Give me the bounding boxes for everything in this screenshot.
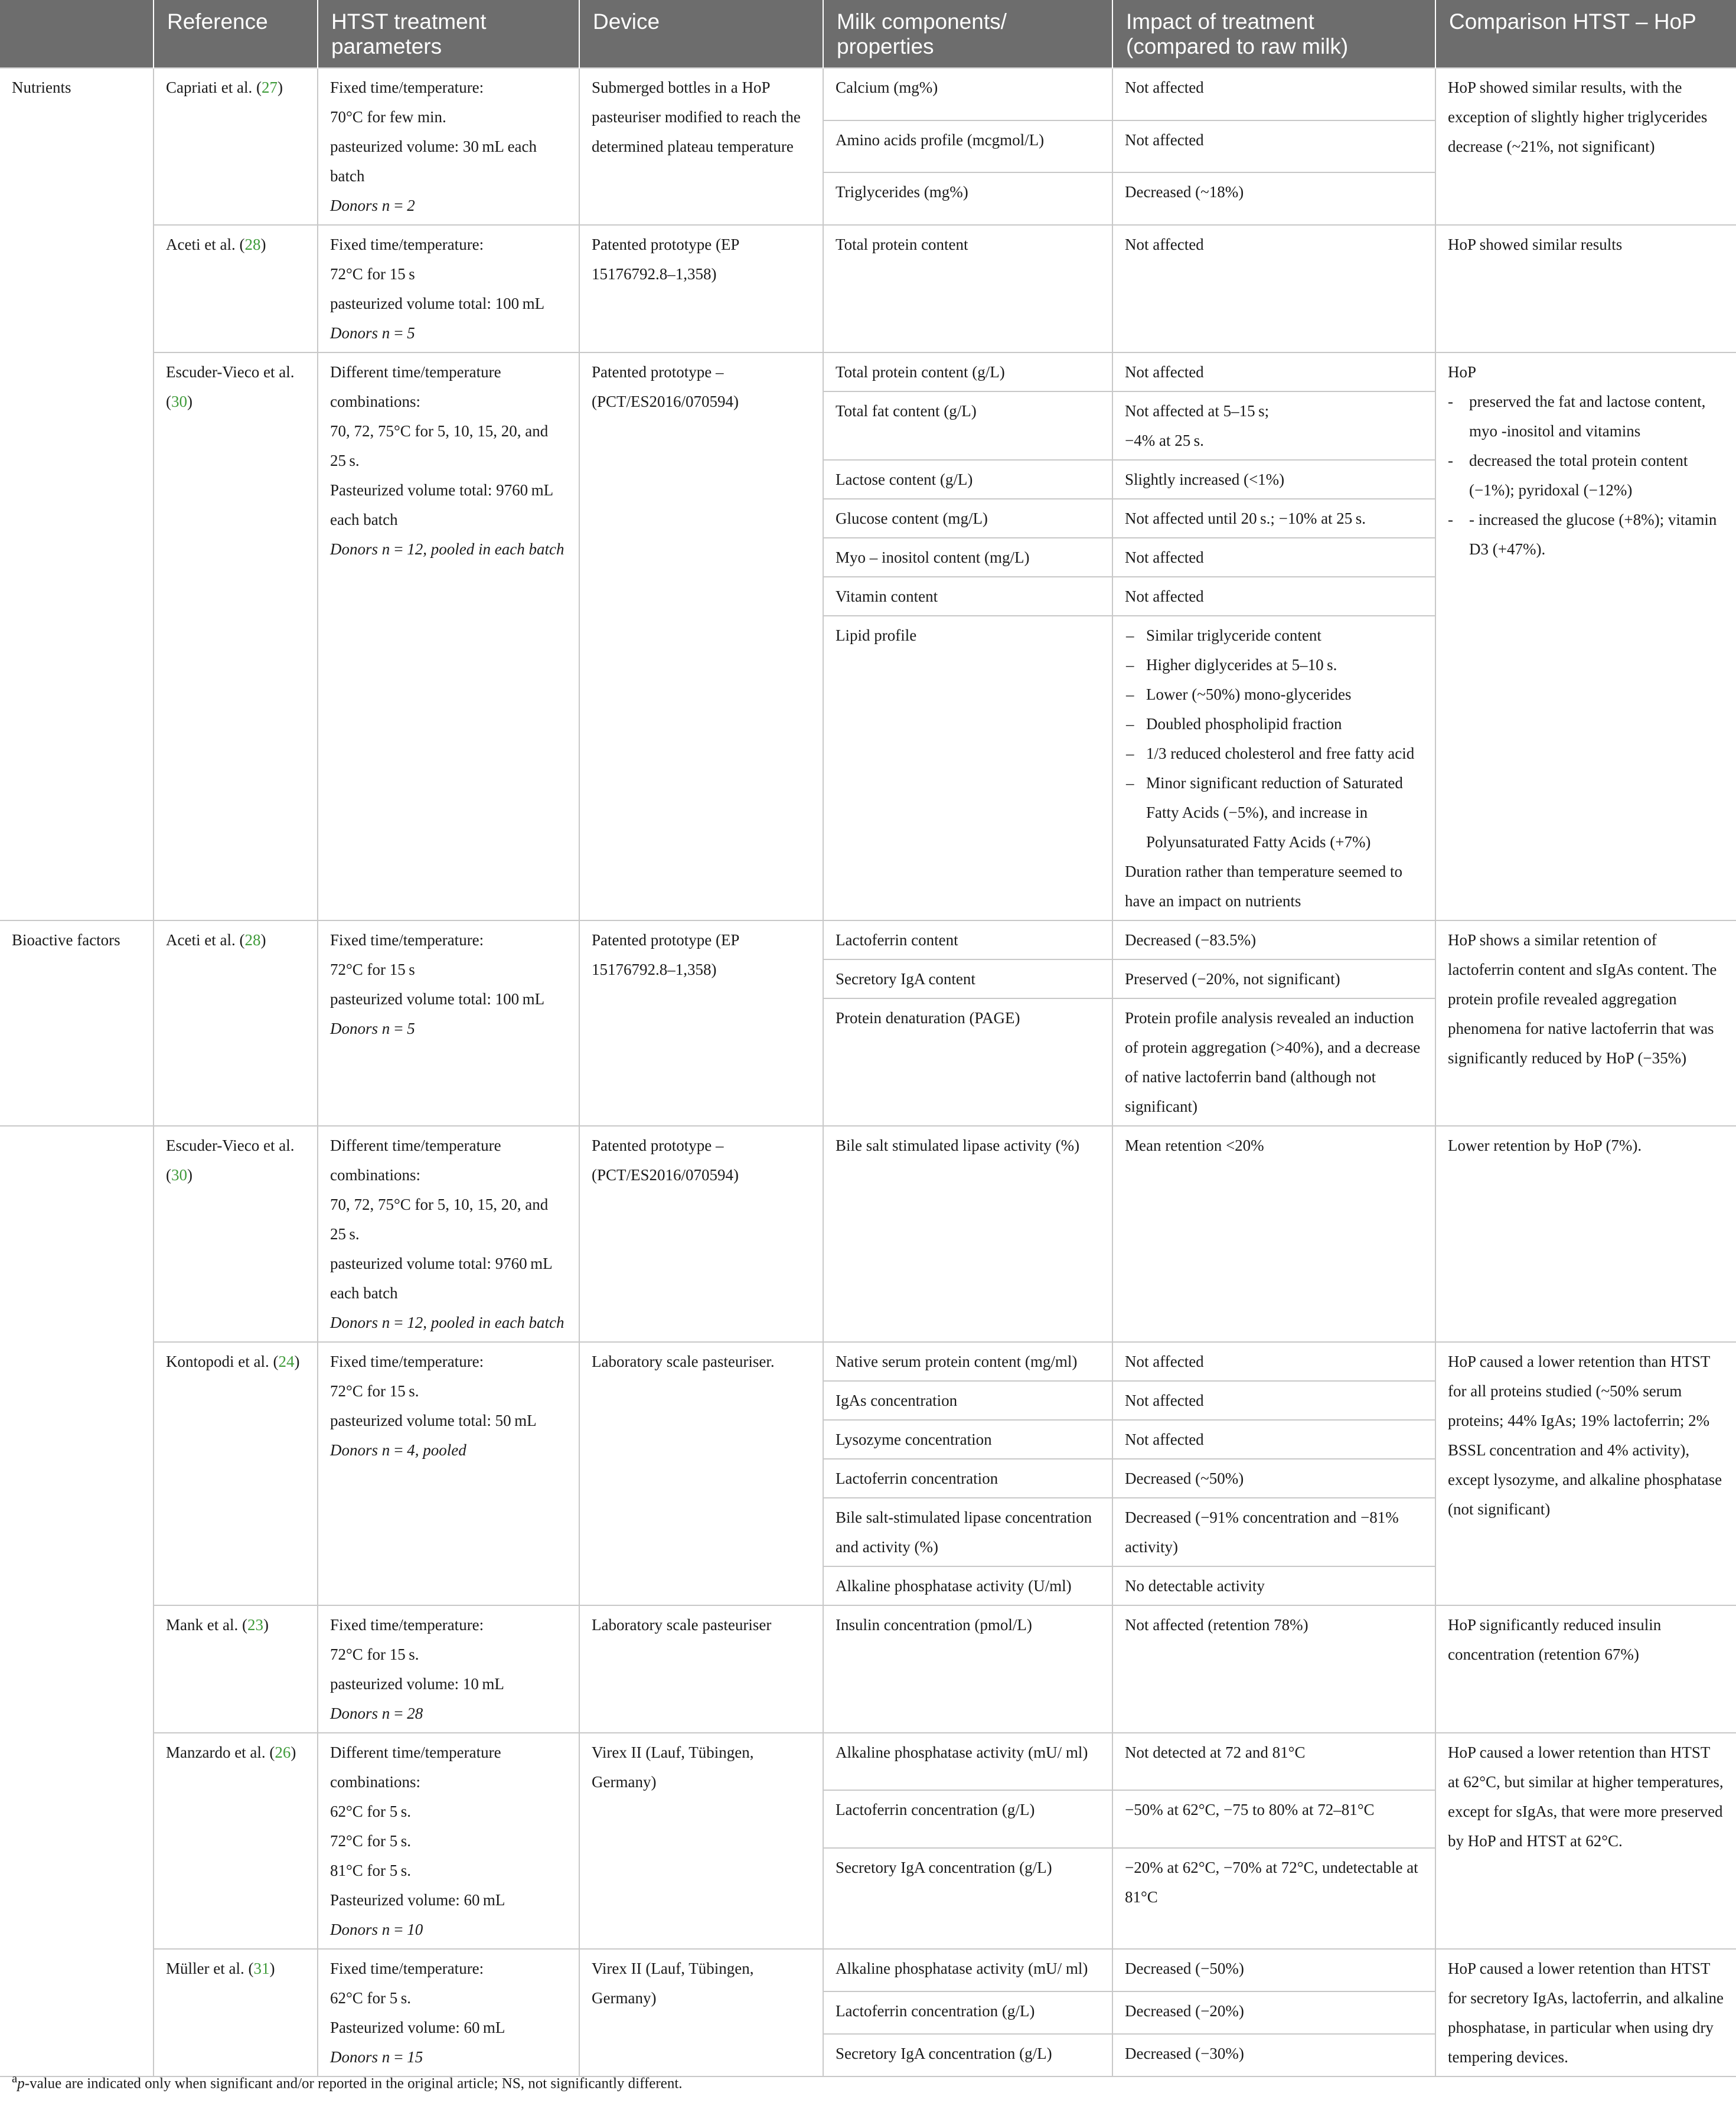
parameter-line: Fixed time/temperature: [330, 931, 484, 949]
component-cell: Secretory IgA concentration (g/L) [823, 2034, 1112, 2076]
parameter-line: Donors n = 5 [330, 324, 415, 342]
component-cell: Bile salt stimulated lipase activity (%) [823, 1126, 1112, 1342]
parameters-cell [318, 1733, 579, 1949]
component-cell: Secretory IgA concentration (g/L) [823, 1848, 1112, 1949]
impact-line: Protein profile analysis revealed an induction of protein aggregation (>40%), and a decrease of native lactoferrin band (although not significant) [1125, 1009, 1421, 1115]
comparison-cell [1435, 920, 1736, 1126]
impact-line: Not affected [1125, 587, 1204, 605]
device-cell: Patented prototype (EP 15176792.8–1,358) [579, 225, 823, 352]
component-cell: Bile salt-stimulated lipase concentration and activity (%) [823, 1498, 1112, 1566]
impact-cell [1112, 920, 1435, 959]
impact-line: Not affected [1125, 130, 1204, 149]
comparison-cell [1435, 1126, 1736, 1342]
impact-list-item: – Minor significant reduction of Saturated Fatty Acids (−5%), and increase in Polyunsaturated Fatty Acids (+7%) [1125, 768, 1423, 857]
impact-line: No detectable activity [1125, 1577, 1265, 1595]
impact-line: Not affected [1125, 548, 1204, 566]
impact-cell [1112, 499, 1435, 538]
component-cell: Alkaline phosphatase activity (mU/ ml) [823, 1949, 1112, 1991]
reference-link[interactable]: 30 [171, 1166, 187, 1184]
parameter-line: Donors n = 2 [330, 197, 415, 214]
table-row [0, 1342, 1736, 1381]
impact-cell [1112, 1790, 1435, 1847]
impact-cell [1112, 1949, 1435, 1991]
parameter-line: 72°C for 15 s. [330, 1645, 419, 1663]
component-cell: Lysozyme concentration [823, 1420, 1112, 1459]
reference-link[interactable]: 24 [278, 1353, 295, 1370]
parameter-line: pasteurized volume total: 100 mL [330, 990, 545, 1008]
impact-cell [1112, 1605, 1435, 1733]
comparison-list-item: - decreased the total protein content (−1%); pyridoxal (−12%) [1448, 446, 1724, 505]
parameter-line: Fixed time/temperature: [330, 79, 484, 96]
table-row [0, 1949, 1736, 1991]
impact-cell [1112, 1342, 1435, 1381]
reference-cell [154, 352, 318, 920]
table-row [0, 1605, 1736, 1733]
impact-line: Not affected at 5–15 s; [1125, 402, 1270, 420]
component-cell: Native serum protein content (mg/ml) [823, 1342, 1112, 1381]
comparison-text: HoP showed similar results [1448, 236, 1623, 253]
parameter-line: pasteurized volume total: 9760 mL each batch [330, 1255, 552, 1302]
comparison-cell [1435, 352, 1736, 920]
impact-cell [1112, 225, 1435, 352]
impact-cell [1112, 1126, 1435, 1342]
reference-author: Aceti et al. ( [166, 236, 245, 253]
component-cell: Calcium (mg%) [823, 68, 1112, 120]
parameter-line: 62°C for 5 s. [330, 1803, 411, 1820]
parameter-line: Fixed time/temperature: [330, 236, 484, 253]
header-comparison: Comparison HTST – HoP [1435, 0, 1736, 68]
comparison-cell [1435, 1733, 1736, 1949]
parameters-cell [318, 1605, 579, 1733]
impact-cell [1112, 1848, 1435, 1949]
comparison-cell [1435, 68, 1736, 225]
reference-author: Kontopodi et al. ( [166, 1353, 279, 1370]
reference-close: ) [294, 1353, 300, 1370]
parameter-line: Donors n = 4, pooled [330, 1441, 466, 1459]
parameters-cell [318, 920, 579, 1126]
impact-cell [1112, 998, 1435, 1126]
comparison-cell [1435, 1949, 1736, 2076]
parameter-line: Different time/temperature combinations: [330, 1137, 501, 1184]
parameter-line: Donors n = 12, pooled in each batch [330, 1314, 564, 1331]
component-cell: Secretory IgA content [823, 959, 1112, 998]
device-cell: Patented prototype (EP 15176792.8–1,358) [579, 920, 823, 1126]
component-cell: Lactose content (g/L) [823, 460, 1112, 499]
reference-link[interactable]: 30 [171, 393, 187, 410]
impact-list-item: – 1/3 reduced cholesterol and free fatty acid [1125, 739, 1423, 768]
category-cell: Nutrients [0, 68, 154, 920]
device-cell: Laboratory scale pasteuriser. [579, 1342, 823, 1605]
table-row [0, 68, 1736, 120]
impact-cell [1112, 616, 1435, 920]
component-cell: Myo – inositol content (mg/L) [823, 538, 1112, 577]
reference-link[interactable]: 28 [244, 236, 261, 253]
parameter-line: pasteurized volume total: 100 mL [330, 295, 545, 312]
device-cell: Virex II (Lauf, Tübingen, Germany) [579, 1733, 823, 1949]
component-cell: Vitamin content [823, 577, 1112, 616]
component-cell: IgAs concentration [823, 1381, 1112, 1420]
parameter-line: Different time/temperature combinations: [330, 363, 501, 410]
impact-cell [1112, 1991, 1435, 2034]
reference-cell [154, 1605, 318, 1733]
table-body [0, 68, 1736, 2076]
comparison-cell [1435, 1342, 1736, 1605]
impact-line: Not affected (retention 78%) [1125, 1616, 1308, 1634]
header-reference: Reference [154, 0, 318, 68]
component-cell: Lactoferrin content [823, 920, 1112, 959]
parameter-line: 62°C for 5 s. [330, 1989, 411, 2007]
component-cell: Alkaline phosphatase activity (U/ml) [823, 1566, 1112, 1605]
table-header-row [0, 0, 1736, 68]
component-cell: Alkaline phosphatase activity (mU/ ml) [823, 1733, 1112, 1790]
impact-line: Not affected [1125, 236, 1204, 253]
category-cell [0, 1126, 154, 2076]
impact-cell [1112, 391, 1435, 460]
comparison-list [1448, 387, 1724, 564]
impact-line: −4% at 25 s. [1125, 432, 1204, 449]
impact-line: Decreased (−30%) [1125, 2045, 1244, 2062]
device-cell: Patented prototype – (PCT/ES2016/070594) [579, 1126, 823, 1342]
reference-cell [154, 1342, 318, 1605]
component-cell: Total protein content [823, 225, 1112, 352]
component-cell: Insulin concentration (pmol/L) [823, 1605, 1112, 1733]
category-cell: Bioactive factors [0, 920, 154, 1126]
table-row [0, 352, 1736, 391]
header-htst-parameters: HTST treatment parameters [318, 0, 579, 68]
parameter-line: 72°C for 5 s. [330, 1832, 411, 1850]
parameter-line: 70, 72, 75°C for 5, 10, 15, 20, and 25 s. [330, 1196, 549, 1243]
device-cell: Patented prototype – (PCT/ES2016/070594) [579, 352, 823, 920]
comparison-cell [1435, 225, 1736, 352]
comparison-list-item: - preserved the fat and lactose content, myo -inositol and vitamins [1448, 387, 1724, 446]
comparison-text: HoP caused a lower retention than HTST for secretory IgAs, lactoferrin, and alkaline phosphatase, in particular when using dry tempering devices. [1448, 1960, 1724, 2066]
footnote-text: -value are indicated only when significant and/or reported in the original article; NS, not significantly different. [24, 2075, 683, 2092]
parameter-line: Fixed time/temperature: [330, 1616, 484, 1634]
comparison-text: HoP significantly reduced insulin concentration (retention 67%) [1448, 1616, 1662, 1663]
parameter-line: 70, 72, 75°C for 5, 10, 15, 20, and 25 s. [330, 422, 549, 469]
device-cell: Virex II (Lauf, Tübingen, Germany) [579, 1949, 823, 2076]
parameter-line: pasteurized volume: 30 mL each batch [330, 138, 537, 185]
reference-author: Mank et al. ( [166, 1616, 247, 1634]
reference-cell [154, 920, 318, 1126]
impact-list [1125, 621, 1423, 857]
impact-line: Decreased (−50%) [1125, 1960, 1244, 1977]
reference-close: ) [260, 236, 266, 253]
footnote-marker: a [12, 2071, 18, 2085]
impact-line: Not affected [1125, 1392, 1204, 1409]
impact-cell [1112, 120, 1435, 173]
impact-line: Decreased (−83.5%) [1125, 931, 1257, 949]
table-row [0, 225, 1736, 352]
impact-line: Slightly increased (<1%) [1125, 471, 1285, 488]
reference-author: Capriati et al. ( [166, 79, 262, 96]
parameter-line: Fixed time/temperature: [330, 1960, 484, 1977]
impact-cell [1112, 1566, 1435, 1605]
impact-note: Duration rather than temperature seemed to have an impact on nutrients [1125, 863, 1403, 910]
header-impact: Impact of treatment (compared to raw milk) [1112, 0, 1435, 68]
component-cell: Total fat content (g/L) [823, 391, 1112, 460]
parameters-cell [318, 1342, 579, 1605]
reference-author: Escuder-Vieco et al. ( [166, 1137, 295, 1184]
parameter-line: 72°C for 15 s. [330, 1382, 419, 1400]
impact-line: Decreased (~18%) [1125, 183, 1244, 201]
parameters-cell [318, 352, 579, 920]
impact-line: Not affected [1125, 363, 1204, 381]
reference-cell [154, 1733, 318, 1949]
device-cell: Submerged bottles in a HoP pasteuriser modified to reach the determined plateau temperature [579, 68, 823, 225]
reference-cell [154, 1126, 318, 1342]
reference-link[interactable]: 28 [244, 931, 261, 949]
reference-author: Manzardo et al. ( [166, 1743, 275, 1761]
reference-link[interactable]: 31 [253, 1960, 270, 1977]
component-cell: Lactoferrin concentration [823, 1459, 1112, 1498]
reference-link[interactable]: 23 [247, 1616, 263, 1634]
impact-cell [1112, 959, 1435, 998]
reference-author: Aceti et al. ( [166, 931, 245, 949]
reference-cell [154, 225, 318, 352]
parameter-line: 72°C for 15 s [330, 961, 415, 978]
component-cell: Glucose content (mg/L) [823, 499, 1112, 538]
impact-cell [1112, 1459, 1435, 1498]
parameter-line: Donors n = 5 [330, 1020, 415, 1037]
impact-list-item: – Higher diglycerides at 5–10 s. [1125, 650, 1423, 680]
comparison-text: HoP shows a similar retention of lactoferrin content and sIgAs content. The protein profile revealed aggregation phenomena for native lactoferrin that was significantly reduced by HoP (−35%) [1448, 931, 1717, 1067]
impact-cell [1112, 577, 1435, 616]
table-footnote [12, 2071, 683, 2092]
table-row [0, 1733, 1736, 1790]
impact-line: Decreased (−20%) [1125, 2002, 1244, 2020]
parameters-cell [318, 225, 579, 352]
component-cell: Triglycerides (mg%) [823, 172, 1112, 225]
reference-author: Müller et al. ( [166, 1960, 254, 1977]
header-device: Device [579, 0, 823, 68]
table-row [0, 920, 1736, 959]
impact-cell [1112, 68, 1435, 120]
parameters-cell [318, 68, 579, 225]
parameters-cell [318, 1949, 579, 2076]
parameter-line: Donors n = 15 [330, 2048, 423, 2066]
impact-line: Not affected [1125, 1431, 1204, 1448]
comparison-text: HoP [1448, 363, 1477, 381]
parameter-line: 72°C for 15 s [330, 265, 415, 283]
impact-cell [1112, 1733, 1435, 1790]
parameter-line: Donors n = 10 [330, 1921, 423, 1938]
parameter-line: Pasteurized volume total: 9760 mL each batch [330, 481, 553, 528]
parameter-line: pasteurized volume total: 50 mL [330, 1412, 537, 1429]
impact-cell [1112, 538, 1435, 577]
component-cell: Amino acids profile (mcgmol/L) [823, 120, 1112, 173]
device-cell: Laboratory scale pasteuriser [579, 1605, 823, 1733]
parameter-line: Different time/temperature combinations: [330, 1743, 501, 1791]
parameter-line: Pasteurized volume: 60 mL [330, 1891, 505, 1909]
reference-close: ) [260, 931, 266, 949]
impact-list-item: – Similar triglyceride content [1125, 621, 1423, 650]
impact-cell [1112, 352, 1435, 391]
component-cell: Protein denaturation (PAGE) [823, 998, 1112, 1126]
parameter-line: Donors n = 28 [330, 1705, 423, 1722]
component-cell: Total protein content (g/L) [823, 352, 1112, 391]
impact-line: −20% at 62°C, −70% at 72°C, undetectable at 81°C [1125, 1858, 1418, 1906]
comparison-cell [1435, 1605, 1736, 1733]
reference-link[interactable]: 26 [275, 1743, 291, 1761]
impact-line: Not detected at 72 and 81°C [1125, 1743, 1306, 1761]
component-cell: Lactoferrin concentration (g/L) [823, 1790, 1112, 1847]
impact-line: Decreased (~50%) [1125, 1470, 1244, 1487]
impact-list-item: – Doubled phospholipid fraction [1125, 709, 1423, 739]
impact-cell [1112, 460, 1435, 499]
comparison-text: HoP caused a lower retention than HTST for all proteins studied (~50% serum proteins; 44% IgAs; 19% lactoferrin; 2% BSSL concentration and 4% activity), except lysozyme, and alkaline phosphatase (not significant) [1448, 1353, 1722, 1518]
parameter-line: 70°C for few min. [330, 108, 446, 126]
footnote-italic: p [17, 2075, 25, 2092]
parameter-line: 81°C for 5 s. [330, 1862, 411, 1879]
impact-list-item: – Lower (~50%) mono-glycerides [1125, 680, 1423, 709]
component-cell: Lipid profile [823, 616, 1112, 920]
reference-close: ) [263, 1616, 269, 1634]
comparison-text: HoP caused a lower retention than HTST at 62°C, but similar at higher temperatures, except for sIgAs, that were more preserved by HoP and HTST at 62°C. [1448, 1743, 1724, 1850]
comparison-list-item: - - increased the glucose (+8%); vitamin D3 (+47%). [1448, 505, 1724, 564]
parameter-line: pasteurized volume: 10 mL [330, 1675, 504, 1693]
impact-cell [1112, 2034, 1435, 2076]
impact-cell [1112, 1420, 1435, 1459]
header-category [0, 0, 154, 68]
parameters-cell [318, 1126, 579, 1342]
reference-close: ) [277, 79, 283, 96]
impact-line: Not affected until 20 s.; −10% at 25 s. [1125, 510, 1366, 527]
parameter-line: Fixed time/temperature: [330, 1353, 484, 1370]
impact-line: −50% at 62°C, −75 to 80% at 72–81°C [1125, 1801, 1375, 1819]
impact-line: Preserved (−20%, not significant) [1125, 970, 1340, 988]
component-cell: Lactoferrin concentration (g/L) [823, 1991, 1112, 2034]
reference-link[interactable]: 27 [261, 79, 278, 96]
table-row [0, 1126, 1736, 1342]
impact-line: Not affected [1125, 1353, 1204, 1370]
impact-cell [1112, 1381, 1435, 1420]
reference-author: Escuder-Vieco et al. ( [166, 363, 295, 410]
comparison-text: HoP showed similar results, with the exception of slightly higher triglycerides decrease (~21%, not significant) [1448, 79, 1708, 155]
impact-cell [1112, 172, 1435, 225]
reference-close: ) [187, 393, 192, 410]
reference-close: ) [291, 1743, 296, 1761]
impact-line: Decreased (−91% concentration and −81% activity) [1125, 1509, 1399, 1556]
reference-cell [154, 68, 318, 225]
parameter-line: Donors n = 12, pooled in each batch [330, 540, 564, 558]
parameter-line: Pasteurized volume: 60 mL [330, 2019, 505, 2036]
comparison-text: Lower retention by HoP (7%). [1448, 1137, 1642, 1154]
impact-line: Not affected [1125, 79, 1204, 96]
reference-close: ) [187, 1166, 192, 1184]
impact-line: Mean retention <20% [1125, 1137, 1264, 1154]
header-milk-components: Milk components/ properties [823, 0, 1112, 68]
reference-close: ) [269, 1960, 275, 1977]
reference-cell [154, 1949, 318, 2076]
impact-cell [1112, 1498, 1435, 1566]
